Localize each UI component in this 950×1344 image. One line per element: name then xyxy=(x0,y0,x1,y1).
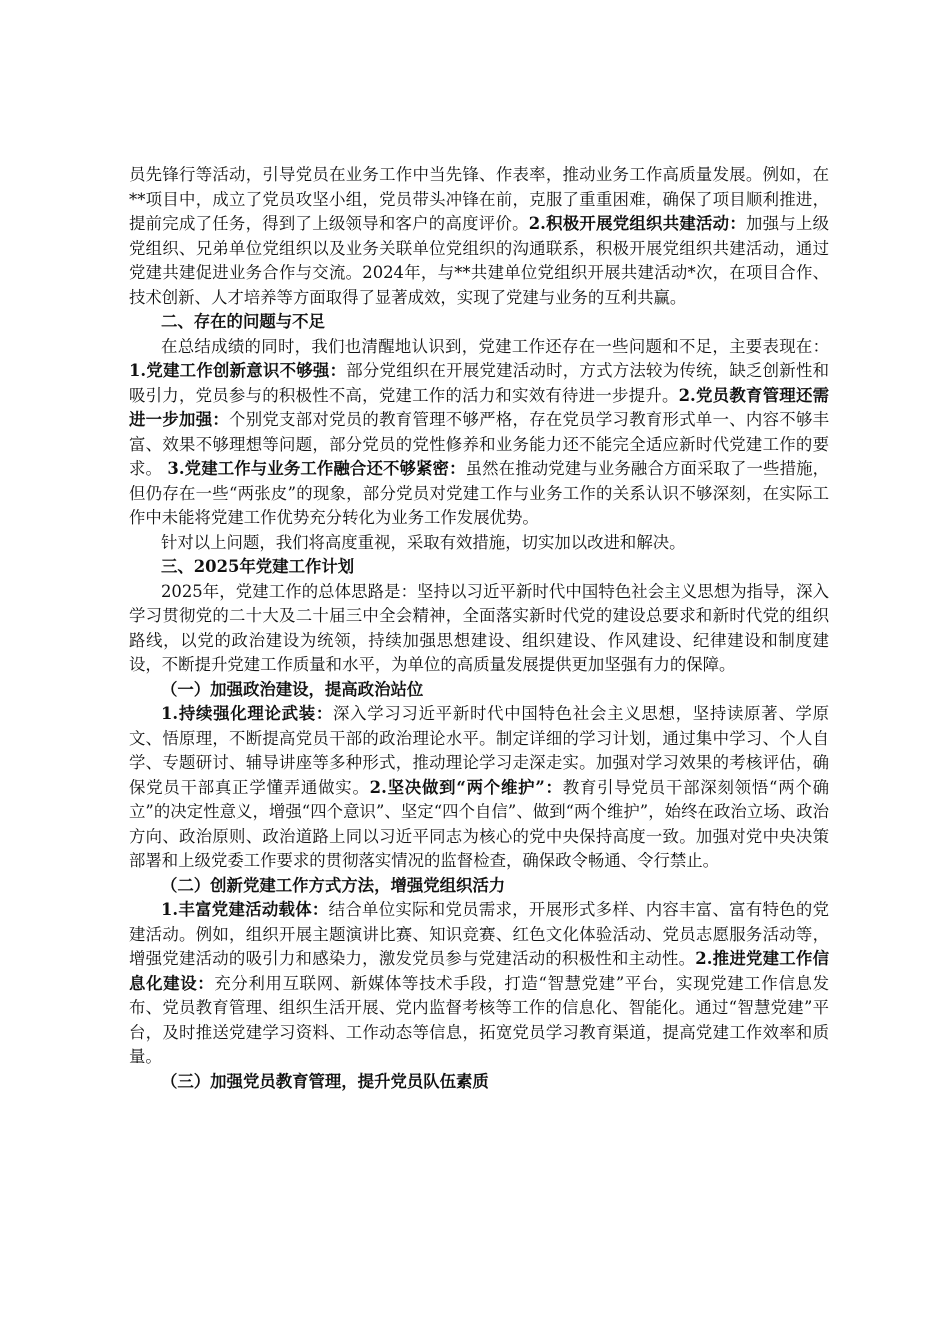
item-title-integration: 3.党建工作与业务工作融合还不够紧密： xyxy=(167,459,466,478)
item-title-informatization: 2.推进党建工作信息化建设： xyxy=(129,949,829,993)
paragraph-text: 部分党组织在开展党建活动时，方式方法较为传统，缺乏创新性和吸引力，党员参与的积极性不高，党建工作的活力和实效有待进一步提升。 xyxy=(129,361,829,405)
paragraph-overall-approach: 2025年，党建工作的总体思路是：坚持以习近平新时代中国特色社会主义思想为指导，深入学习贯彻党的二十大及二十届三中全会精神，全面落实新时代党的建设总要求和新时代党的组织路线，以党的政治建设为统领，持续加强思想建设、组织建设、作风建设、纪律建设和制度建设，不断提升党建工作质量和水平，为单位的高质量发展提供更加坚强有力的保障。 xyxy=(129,581,829,674)
paragraph-text: 结合单位实际和党员需求，开展形式多样、内容丰富、富有特色的党建活动。例如，组织开展主题演讲比赛、知识竞赛、红色文化体验活动、党员志愿服务活动等，增强党建活动的吸引力和感染力，激发党员参与党建活动的积极性和主动性。 xyxy=(129,900,829,968)
paragraph-text: 教育引导党员干部深刻领悟“两个确立”的决定性意义，增强“四个意识”、坚定“四个自信”、做到“两个维护”，始终在政治立场、政治方向、政治原则、政治道路上同以习近平同志为核心的党中央保持高度一致。加强对党中央决策部署和上级党委工作要求的贯彻落实情况的监督检查，确保政令畅通、令行禁止。 xyxy=(129,777,830,870)
subsection-heading-political: （一）加强政治建设，提高政治站位 xyxy=(161,679,424,699)
section-heading-2025-plan: 三、2025年党建工作计划 xyxy=(161,557,355,576)
paragraph-innovation-methods xyxy=(129,898,829,1070)
paragraph-party-building-activities xyxy=(129,163,829,310)
item-title-innovation: 1.党建工作创新意识不够强： xyxy=(129,361,347,380)
paragraph-text: 充分利用互联网、新媒体等技术手段，打造“智慧党建”平台，实现党建工作信息发布、党员教育管理、组织生活开展、党内监督考核等工作的信息化、智能化。通过“智慧党建”平台，及时推送党建学习资料、工作动态等信息，拓宽党员学习教育渠道，提高党建工作效率和质量。 xyxy=(129,973,829,1066)
paragraph-text: 员先锋行等活动，引导党员在业务工作中当先锋、作表率，推动业务工作高质量发展。例如，在**项目中，成立了党员攻坚小组，党员带头冲锋在前，克服了重重困难，确保了项目顺利推进，提前完成了任务，得到了上级领导和客户的高度评价。 xyxy=(129,165,829,233)
item-title-activities: 1.丰富党建活动载体： xyxy=(161,900,329,919)
paragraph-text: 深入学习习近平新时代中国特色社会主义思想，坚持读原著、学原文、悟原理，不断提高党员干部的政治理论水平。制定详细的学习计划，通过集中学习、个人自学、专题研讨、辅导讲座等多种形式，推动理论学习走深走实。加强对学习效果的考核评估，确保党员干部真正学懂弄通做实。 xyxy=(129,704,829,797)
item-title-two-safeguards: 2.坚决做到“两个维护”： xyxy=(369,777,563,797)
document-body xyxy=(129,163,829,1094)
paragraph-response: 针对以上问题，我们将高度重视，采取有效措施，切实加以改进和解决。 xyxy=(161,532,686,552)
subsection-heading-innovation: （二）创新党建工作方式方法，增强党组织活力 xyxy=(161,875,506,895)
paragraph-text: 个别党支部对党员的教育管理不够严格，存在党员学习教育形式单一、内容不够丰富、效果不够理想等问题，部分党员的党性修养和业务能力还不能完全适应新时代党建工作的要求。 xyxy=(129,410,830,478)
paragraph-text: 虽然在推动党建与业务融合方面采取了一些措施，但仍存在一些“两张皮”的现象，部分党员对党建工作与业务工作的关系认识不够深刻，在实际工作中未能将党建工作优势充分转化为业务工作发展优势。 xyxy=(129,459,830,527)
paragraph-text: 在总结成绩的同时，我们也清醒地认识到，党建工作还存在一些问题和不足，主要表现在： xyxy=(161,336,829,356)
paragraph-political-building xyxy=(129,702,829,874)
item-title-joint-building: 2.积极开展党组织共建活动： xyxy=(528,214,746,233)
section-heading-problems: 二、存在的问题与不足 xyxy=(161,312,325,331)
item-title-theory: 1.持续强化理论武装： xyxy=(161,704,334,723)
subsection-heading-member-education: （三）加强党员教育管理，提升党员队伍素质 xyxy=(161,1071,489,1091)
paragraph-text: 加强与上级党组织、兄弟单位党组织以及业务关联单位党组织的沟通联系，积极开展党组织共建活动，通过党建共建促进业务合作与交流。2024年，与**共建单位党组织开展共建活动*次，在项目合作、技术创新、人才培养等方面取得了显著成效，实现了党建与业务的互利共赢。 xyxy=(129,214,829,307)
paragraph-problems xyxy=(129,335,829,531)
item-title-education-management: 2.党员教育管理还需进一步加强： xyxy=(129,385,829,429)
